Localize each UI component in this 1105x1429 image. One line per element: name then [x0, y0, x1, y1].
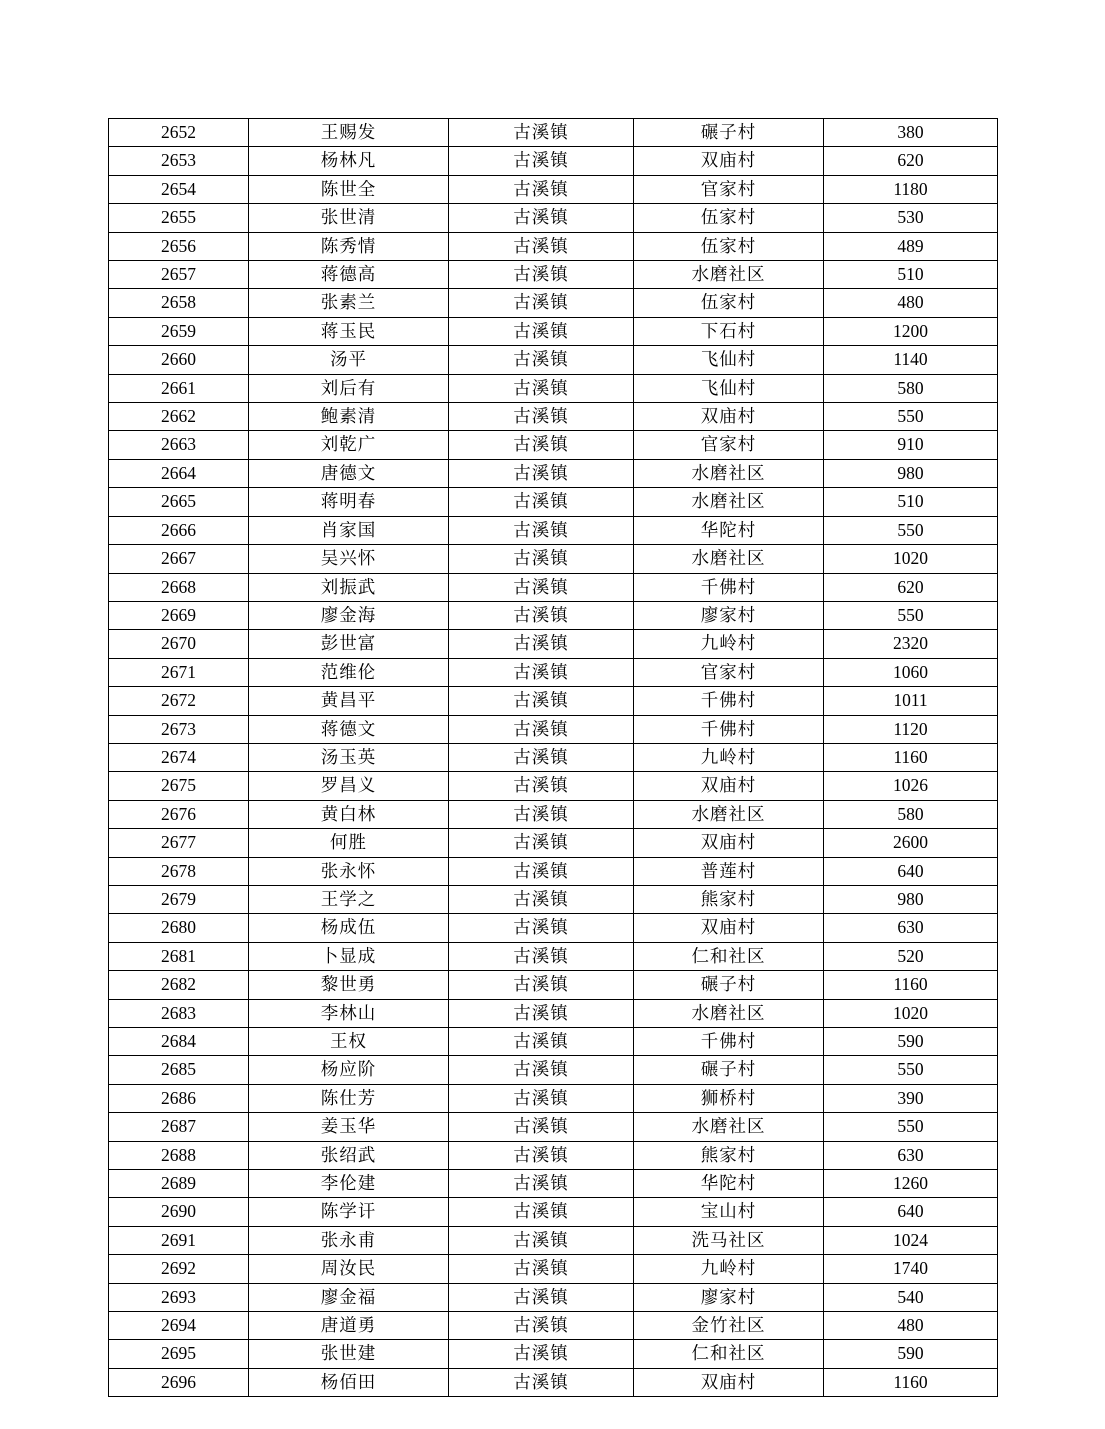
cell-village: 华陀村: [634, 1170, 824, 1198]
cell-village: 双庙村: [634, 914, 824, 942]
cell-town: 古溪镇: [449, 317, 634, 345]
cell-amount: 910: [824, 431, 998, 459]
cell-town: 古溪镇: [449, 1368, 634, 1396]
cell-amount: 980: [824, 459, 998, 487]
cell-town: 古溪镇: [449, 431, 634, 459]
cell-amount: 489: [824, 232, 998, 260]
cell-id: 2658: [109, 289, 249, 317]
cell-id: 2669: [109, 601, 249, 629]
table-row: [109, 999, 998, 1027]
table-row: [109, 346, 998, 374]
cell-name: 廖金福: [249, 1283, 449, 1311]
cell-village: 碾子村: [634, 119, 824, 147]
cell-village: 水磨社区: [634, 261, 824, 289]
cell-village: 水磨社区: [634, 545, 824, 573]
cell-id: 2668: [109, 573, 249, 601]
cell-amount: 630: [824, 914, 998, 942]
cell-name: 黎世勇: [249, 971, 449, 999]
cell-amount: 2600: [824, 829, 998, 857]
table-row: [109, 317, 998, 345]
cell-id: 2666: [109, 516, 249, 544]
cell-village: 廖家村: [634, 1283, 824, 1311]
cell-name: 黄昌平: [249, 687, 449, 715]
cell-id: 2664: [109, 459, 249, 487]
table-row: [109, 1255, 998, 1283]
cell-name: 张世建: [249, 1340, 449, 1368]
cell-village: 水磨社区: [634, 800, 824, 828]
table-row: [109, 743, 998, 771]
cell-village: 水磨社区: [634, 459, 824, 487]
cell-village: 官家村: [634, 431, 824, 459]
cell-name: 周汝民: [249, 1255, 449, 1283]
cell-amount: 1011: [824, 687, 998, 715]
cell-name: 王赐发: [249, 119, 449, 147]
cell-amount: 530: [824, 204, 998, 232]
cell-village: 千佛村: [634, 715, 824, 743]
cell-town: 古溪镇: [449, 545, 634, 573]
cell-id: 2689: [109, 1170, 249, 1198]
cell-village: 宝山村: [634, 1198, 824, 1226]
cell-town: 古溪镇: [449, 1113, 634, 1141]
cell-id: 2662: [109, 403, 249, 431]
cell-town: 古溪镇: [449, 374, 634, 402]
cell-amount: 480: [824, 1312, 998, 1340]
cell-id: 2684: [109, 1028, 249, 1056]
cell-name: 何胜: [249, 829, 449, 857]
cell-town: 古溪镇: [449, 175, 634, 203]
cell-amount: 540: [824, 1283, 998, 1311]
cell-town: 古溪镇: [449, 1170, 634, 1198]
cell-name: 肖家国: [249, 516, 449, 544]
table-row: [109, 204, 998, 232]
table-row: [109, 1340, 998, 1368]
cell-village: 碾子村: [634, 971, 824, 999]
cell-village: 飞仙村: [634, 346, 824, 374]
cell-town: 古溪镇: [449, 1255, 634, 1283]
cell-village: 双庙村: [634, 403, 824, 431]
cell-amount: 1024: [824, 1226, 998, 1254]
cell-id: 2690: [109, 1198, 249, 1226]
cell-id: 2657: [109, 261, 249, 289]
cell-name: 陈秀情: [249, 232, 449, 260]
cell-village: 飞仙村: [634, 374, 824, 402]
cell-name: 刘后有: [249, 374, 449, 402]
cell-village: 双庙村: [634, 772, 824, 800]
cell-village: 仁和社区: [634, 942, 824, 970]
cell-name: 陈世全: [249, 175, 449, 203]
cell-town: 古溪镇: [449, 999, 634, 1027]
table-row: [109, 1312, 998, 1340]
cell-name: 王权: [249, 1028, 449, 1056]
cell-town: 古溪镇: [449, 232, 634, 260]
cell-name: 李林山: [249, 999, 449, 1027]
cell-amount: 1160: [824, 971, 998, 999]
cell-amount: 630: [824, 1141, 998, 1169]
cell-village: 双庙村: [634, 147, 824, 175]
table-row: [109, 403, 998, 431]
cell-amount: 1140: [824, 346, 998, 374]
cell-amount: 580: [824, 374, 998, 402]
cell-town: 古溪镇: [449, 743, 634, 771]
table-row: [109, 488, 998, 516]
cell-id: 2695: [109, 1340, 249, 1368]
table-row: [109, 1170, 998, 1198]
table-row: [109, 573, 998, 601]
cell-village: 水磨社区: [634, 999, 824, 1027]
cell-id: 2665: [109, 488, 249, 516]
cell-village: 伍家村: [634, 204, 824, 232]
cell-id: 2691: [109, 1226, 249, 1254]
table-row: [109, 1283, 998, 1311]
cell-town: 古溪镇: [449, 147, 634, 175]
cell-name: 张永甫: [249, 1226, 449, 1254]
cell-town: 古溪镇: [449, 971, 634, 999]
cell-village: 仁和社区: [634, 1340, 824, 1368]
cell-amount: 390: [824, 1084, 998, 1112]
cell-village: 千佛村: [634, 687, 824, 715]
cell-village: 水磨社区: [634, 488, 824, 516]
cell-town: 古溪镇: [449, 1312, 634, 1340]
cell-id: 2683: [109, 999, 249, 1027]
table-row: [109, 772, 998, 800]
cell-name: 蒋德文: [249, 715, 449, 743]
cell-village: 洗马社区: [634, 1226, 824, 1254]
table-row: [109, 1028, 998, 1056]
cell-amount: 2320: [824, 630, 998, 658]
cell-village: 九岭村: [634, 743, 824, 771]
table-row: [109, 374, 998, 402]
cell-amount: 1120: [824, 715, 998, 743]
cell-town: 古溪镇: [449, 289, 634, 317]
cell-name: 李伦建: [249, 1170, 449, 1198]
table-row: [109, 1113, 998, 1141]
cell-amount: 1260: [824, 1170, 998, 1198]
cell-village: 官家村: [634, 658, 824, 686]
cell-town: 古溪镇: [449, 1340, 634, 1368]
cell-amount: 580: [824, 800, 998, 828]
cell-id: 2679: [109, 885, 249, 913]
cell-id: 2653: [109, 147, 249, 175]
cell-town: 古溪镇: [449, 914, 634, 942]
cell-name: 卜显成: [249, 942, 449, 970]
cell-name: 陈仕芳: [249, 1084, 449, 1112]
cell-amount: 640: [824, 857, 998, 885]
cell-town: 古溪镇: [449, 1084, 634, 1112]
cell-village: 熊家村: [634, 1141, 824, 1169]
cell-town: 古溪镇: [449, 261, 634, 289]
cell-id: 2655: [109, 204, 249, 232]
subsidy-recipients-table: [108, 118, 998, 1397]
cell-amount: 620: [824, 573, 998, 601]
cell-name: 张世清: [249, 204, 449, 232]
cell-id: 2652: [109, 119, 249, 147]
cell-name: 罗昌义: [249, 772, 449, 800]
table-row: [109, 715, 998, 743]
table-row: [109, 1056, 998, 1084]
table-row: [109, 971, 998, 999]
cell-id: 2681: [109, 942, 249, 970]
cell-amount: 1020: [824, 545, 998, 573]
cell-town: 古溪镇: [449, 885, 634, 913]
cell-name: 张永怀: [249, 857, 449, 885]
cell-amount: 550: [824, 403, 998, 431]
cell-village: 九岭村: [634, 1255, 824, 1283]
cell-id: 2674: [109, 743, 249, 771]
cell-id: 2685: [109, 1056, 249, 1084]
table-row: [109, 857, 998, 885]
cell-id: 2686: [109, 1084, 249, 1112]
cell-village: 双庙村: [634, 1368, 824, 1396]
table-row: [109, 119, 998, 147]
cell-name: 刘乾广: [249, 431, 449, 459]
cell-name: 范维伦: [249, 658, 449, 686]
cell-town: 古溪镇: [449, 1028, 634, 1056]
cell-id: 2682: [109, 971, 249, 999]
cell-amount: 550: [824, 601, 998, 629]
table-row: [109, 687, 998, 715]
cell-id: 2677: [109, 829, 249, 857]
table-row: [109, 232, 998, 260]
cell-village: 官家村: [634, 175, 824, 203]
cell-name: 张绍武: [249, 1141, 449, 1169]
table-body: [109, 119, 998, 1397]
cell-name: 陈学讦: [249, 1198, 449, 1226]
cell-town: 古溪镇: [449, 857, 634, 885]
table-row: [109, 147, 998, 175]
cell-id: 2693: [109, 1283, 249, 1311]
cell-town: 古溪镇: [449, 715, 634, 743]
cell-id: 2660: [109, 346, 249, 374]
cell-amount: 1020: [824, 999, 998, 1027]
table-row: [109, 942, 998, 970]
cell-name: 彭世富: [249, 630, 449, 658]
table-row: [109, 261, 998, 289]
cell-id: 2678: [109, 857, 249, 885]
cell-id: 2667: [109, 545, 249, 573]
cell-village: 伍家村: [634, 232, 824, 260]
cell-town: 古溪镇: [449, 488, 634, 516]
table-row: [109, 1226, 998, 1254]
table-row: [109, 1084, 998, 1112]
cell-amount: 550: [824, 1113, 998, 1141]
cell-amount: 980: [824, 885, 998, 913]
table-row: [109, 431, 998, 459]
cell-village: 金竹社区: [634, 1312, 824, 1340]
cell-amount: 1060: [824, 658, 998, 686]
cell-town: 古溪镇: [449, 687, 634, 715]
cell-id: 2661: [109, 374, 249, 402]
cell-id: 2687: [109, 1113, 249, 1141]
cell-amount: 1200: [824, 317, 998, 345]
cell-town: 古溪镇: [449, 1283, 634, 1311]
cell-town: 古溪镇: [449, 346, 634, 374]
cell-name: 唐道勇: [249, 1312, 449, 1340]
cell-village: 九岭村: [634, 630, 824, 658]
table-row: [109, 630, 998, 658]
cell-town: 古溪镇: [449, 772, 634, 800]
table-row: [109, 800, 998, 828]
cell-amount: 520: [824, 942, 998, 970]
cell-amount: 1180: [824, 175, 998, 203]
cell-name: 杨应阶: [249, 1056, 449, 1084]
cell-name: 吴兴怀: [249, 545, 449, 573]
cell-village: 狮桥村: [634, 1084, 824, 1112]
cell-name: 汤玉英: [249, 743, 449, 771]
cell-id: 2671: [109, 658, 249, 686]
cell-amount: 590: [824, 1028, 998, 1056]
cell-id: 2680: [109, 914, 249, 942]
cell-town: 古溪镇: [449, 1141, 634, 1169]
cell-name: 汤平: [249, 346, 449, 374]
cell-village: 水磨社区: [634, 1113, 824, 1141]
table-row: [109, 885, 998, 913]
cell-amount: 640: [824, 1198, 998, 1226]
cell-name: 蒋玉民: [249, 317, 449, 345]
cell-village: 熊家村: [634, 885, 824, 913]
table-row: [109, 1368, 998, 1396]
table-row: [109, 1198, 998, 1226]
cell-id: 2654: [109, 175, 249, 203]
cell-id: 2675: [109, 772, 249, 800]
cell-name: 蒋明春: [249, 488, 449, 516]
cell-town: 古溪镇: [449, 403, 634, 431]
table-row: [109, 601, 998, 629]
cell-name: 张素兰: [249, 289, 449, 317]
table-row: [109, 175, 998, 203]
cell-amount: 550: [824, 1056, 998, 1084]
cell-town: 古溪镇: [449, 601, 634, 629]
cell-amount: 380: [824, 119, 998, 147]
table-row: [109, 459, 998, 487]
table-row: [109, 516, 998, 544]
cell-name: 王学之: [249, 885, 449, 913]
cell-id: 2670: [109, 630, 249, 658]
cell-village: 伍家村: [634, 289, 824, 317]
cell-name: 黄白林: [249, 800, 449, 828]
cell-id: 2672: [109, 687, 249, 715]
table-row: [109, 829, 998, 857]
cell-name: 廖金海: [249, 601, 449, 629]
cell-amount: 510: [824, 488, 998, 516]
cell-amount: 510: [824, 261, 998, 289]
cell-name: 蒋德高: [249, 261, 449, 289]
cell-amount: 1160: [824, 1368, 998, 1396]
cell-id: 2688: [109, 1141, 249, 1169]
cell-amount: 590: [824, 1340, 998, 1368]
cell-name: 鲍素清: [249, 403, 449, 431]
cell-amount: 480: [824, 289, 998, 317]
cell-id: 2694: [109, 1312, 249, 1340]
cell-village: 廖家村: [634, 601, 824, 629]
cell-id: 2692: [109, 1255, 249, 1283]
cell-village: 千佛村: [634, 1028, 824, 1056]
cell-town: 古溪镇: [449, 658, 634, 686]
cell-village: 碾子村: [634, 1056, 824, 1084]
cell-town: 古溪镇: [449, 516, 634, 544]
cell-amount: 620: [824, 147, 998, 175]
cell-name: 唐德文: [249, 459, 449, 487]
cell-name: 杨林凡: [249, 147, 449, 175]
cell-name: 杨佰田: [249, 1368, 449, 1396]
table-row: [109, 545, 998, 573]
cell-town: 古溪镇: [449, 573, 634, 601]
cell-village: 普莲村: [634, 857, 824, 885]
cell-name: 姜玉华: [249, 1113, 449, 1141]
cell-town: 古溪镇: [449, 800, 634, 828]
cell-town: 古溪镇: [449, 119, 634, 147]
cell-id: 2656: [109, 232, 249, 260]
cell-id: 2696: [109, 1368, 249, 1396]
cell-village: 双庙村: [634, 829, 824, 857]
cell-id: 2659: [109, 317, 249, 345]
cell-village: 下石村: [634, 317, 824, 345]
cell-town: 古溪镇: [449, 459, 634, 487]
cell-id: 2673: [109, 715, 249, 743]
table-row: [109, 1141, 998, 1169]
cell-town: 古溪镇: [449, 1198, 634, 1226]
cell-amount: 1026: [824, 772, 998, 800]
cell-town: 古溪镇: [449, 630, 634, 658]
table-row: [109, 914, 998, 942]
cell-amount: 1160: [824, 743, 998, 771]
cell-town: 古溪镇: [449, 204, 634, 232]
cell-amount: 1740: [824, 1255, 998, 1283]
table-row: [109, 658, 998, 686]
cell-town: 古溪镇: [449, 942, 634, 970]
cell-town: 古溪镇: [449, 829, 634, 857]
cell-village: 华陀村: [634, 516, 824, 544]
cell-name: 杨成伍: [249, 914, 449, 942]
cell-name: 刘振武: [249, 573, 449, 601]
cell-id: 2676: [109, 800, 249, 828]
cell-town: 古溪镇: [449, 1056, 634, 1084]
cell-id: 2663: [109, 431, 249, 459]
cell-town: 古溪镇: [449, 1226, 634, 1254]
table-row: [109, 289, 998, 317]
cell-amount: 550: [824, 516, 998, 544]
cell-village: 千佛村: [634, 573, 824, 601]
